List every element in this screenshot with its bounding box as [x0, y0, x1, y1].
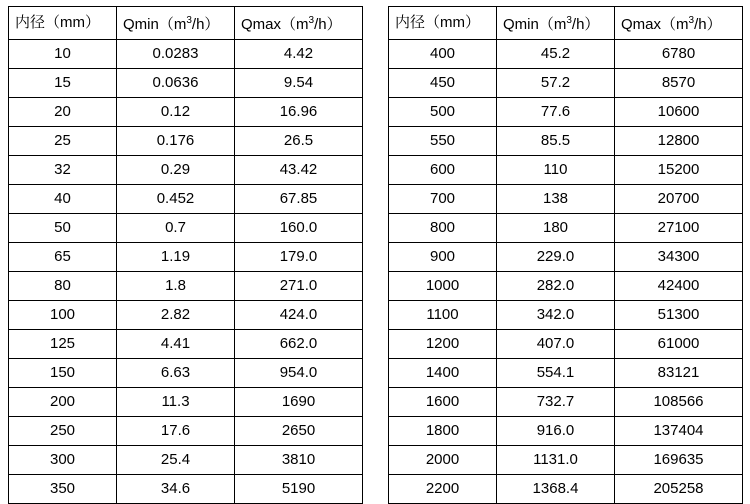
cell-qmax: 424.0	[235, 301, 363, 330]
table-row	[389, 475, 743, 504]
cell-qmax: 51300	[615, 301, 743, 330]
table-row	[9, 156, 363, 185]
table-row	[389, 243, 743, 272]
table-row	[9, 214, 363, 243]
cell-inner-diameter: 500	[389, 98, 497, 127]
cell-qmin: 57.2	[497, 69, 615, 98]
cell-qmin: 6.63	[117, 359, 235, 388]
header-text-pre: Qmax（m	[241, 16, 309, 33]
cell-qmax: 12800	[615, 127, 743, 156]
cell-inner-diameter: 200	[9, 388, 117, 417]
cell-qmin: 77.6	[497, 98, 615, 127]
cell-inner-diameter: 800	[389, 214, 497, 243]
table-body-large	[389, 40, 743, 504]
header-text-pre: 内径（mm）	[395, 14, 480, 31]
cell-qmin: 0.29	[117, 156, 235, 185]
cell-inner-diameter: 80	[9, 272, 117, 301]
cell-qmin: 0.0283	[117, 40, 235, 69]
cell-inner-diameter: 125	[9, 330, 117, 359]
cell-qmax: 43.42	[235, 156, 363, 185]
cell-qmax: 179.0	[235, 243, 363, 272]
table-row	[9, 98, 363, 127]
cell-qmin: 1131.0	[497, 446, 615, 475]
spec-table-large	[388, 6, 743, 504]
cell-inner-diameter: 40	[9, 185, 117, 214]
column-header-inner-diameter	[9, 7, 117, 40]
cell-qmax: 16.96	[235, 98, 363, 127]
table-header	[389, 7, 743, 40]
cell-qmax: 271.0	[235, 272, 363, 301]
cell-inner-diameter: 65	[9, 243, 117, 272]
cell-qmin: 0.176	[117, 127, 235, 156]
column-header-qmin	[497, 7, 615, 40]
cell-qmax: 662.0	[235, 330, 363, 359]
cell-inner-diameter: 10	[9, 40, 117, 69]
table-row	[9, 272, 363, 301]
cell-qmax: 5190	[235, 475, 363, 504]
cell-qmax: 42400	[615, 272, 743, 301]
table-row	[389, 156, 743, 185]
cell-inner-diameter: 50	[9, 214, 117, 243]
cell-inner-diameter: 600	[389, 156, 497, 185]
table-row	[389, 69, 743, 98]
table-row	[9, 301, 363, 330]
cell-inner-diameter: 1100	[389, 301, 497, 330]
table-row	[389, 185, 743, 214]
table-row	[9, 475, 363, 504]
cell-qmax: 83121	[615, 359, 743, 388]
cell-qmin: 34.6	[117, 475, 235, 504]
table-body-small	[9, 40, 363, 504]
cell-qmax: 2650	[235, 417, 363, 446]
table-row	[389, 214, 743, 243]
cell-inner-diameter: 1400	[389, 359, 497, 388]
cell-inner-diameter: 25	[9, 127, 117, 156]
cell-inner-diameter: 1600	[389, 388, 497, 417]
column-header-qmax	[615, 7, 743, 40]
cell-qmin: 110	[497, 156, 615, 185]
cell-qmax: 954.0	[235, 359, 363, 388]
cell-qmin: 4.41	[117, 330, 235, 359]
table-row	[389, 359, 743, 388]
cell-qmin: 0.7	[117, 214, 235, 243]
table-row	[9, 359, 363, 388]
table-row	[9, 243, 363, 272]
cell-inner-diameter: 900	[389, 243, 497, 272]
cell-qmax: 10600	[615, 98, 743, 127]
table-row	[389, 388, 743, 417]
cell-qmax: 9.54	[235, 69, 363, 98]
cell-inner-diameter: 20	[9, 98, 117, 127]
cell-qmin: 0.12	[117, 98, 235, 127]
cell-qmin: 916.0	[497, 417, 615, 446]
cell-qmin: 138	[497, 185, 615, 214]
cell-qmax: 137404	[615, 417, 743, 446]
cell-inner-diameter: 1200	[389, 330, 497, 359]
cell-inner-diameter: 1800	[389, 417, 497, 446]
cell-qmax: 1690	[235, 388, 363, 417]
table-row	[9, 330, 363, 359]
cell-qmax: 20700	[615, 185, 743, 214]
header-row	[9, 7, 363, 40]
header-text-post: /h）	[571, 16, 600, 33]
table-row	[9, 388, 363, 417]
table-row	[9, 185, 363, 214]
header-superscript: 3	[688, 15, 695, 26]
spec-table-small	[8, 6, 363, 504]
cell-qmax: 169635	[615, 446, 743, 475]
table-row	[389, 301, 743, 330]
header-text-post: /h）	[314, 16, 342, 33]
cell-qmin: 1.19	[117, 243, 235, 272]
cell-qmax: 67.85	[235, 185, 363, 214]
cell-inner-diameter: 2000	[389, 446, 497, 475]
header-text-pre: Qmin（m	[123, 16, 187, 33]
table-row	[9, 69, 363, 98]
header-row	[389, 7, 743, 40]
header-superscript: 3	[308, 15, 315, 26]
column-header-qmin	[117, 7, 235, 40]
cell-inner-diameter: 450	[389, 69, 497, 98]
table-row	[9, 446, 363, 475]
cell-qmin: 45.2	[497, 40, 615, 69]
cell-qmax: 3810	[235, 446, 363, 475]
cell-inner-diameter: 350	[9, 475, 117, 504]
cell-qmax: 27100	[615, 214, 743, 243]
cell-inner-diameter: 700	[389, 185, 497, 214]
cell-qmin: 282.0	[497, 272, 615, 301]
cell-qmax: 26.5	[235, 127, 363, 156]
cell-qmax: 34300	[615, 243, 743, 272]
cell-inner-diameter: 2200	[389, 475, 497, 504]
header-text-pre: 内径（mm）	[15, 14, 100, 31]
cell-qmin: 229.0	[497, 243, 615, 272]
header-text-post: /h）	[694, 16, 722, 33]
cell-inner-diameter: 400	[389, 40, 497, 69]
cell-qmax: 61000	[615, 330, 743, 359]
table-row	[389, 446, 743, 475]
cell-qmax: 205258	[615, 475, 743, 504]
table-row	[389, 40, 743, 69]
cell-qmin: 25.4	[117, 446, 235, 475]
cell-qmin: 0.452	[117, 185, 235, 214]
header-text-pre: Qmin（m	[503, 16, 567, 33]
table-row	[9, 127, 363, 156]
header-text-post: /h）	[191, 16, 220, 33]
cell-qmin: 11.3	[117, 388, 235, 417]
table-row	[9, 40, 363, 69]
header-text-pre: Qmax（m	[621, 16, 689, 33]
column-header-qmax	[235, 7, 363, 40]
table-row	[389, 127, 743, 156]
cell-qmin: 17.6	[117, 417, 235, 446]
cell-qmin: 2.82	[117, 301, 235, 330]
table-row	[389, 272, 743, 301]
cell-qmin: 85.5	[497, 127, 615, 156]
cell-inner-diameter: 100	[9, 301, 117, 330]
cell-qmin: 1.8	[117, 272, 235, 301]
cell-inner-diameter: 550	[389, 127, 497, 156]
cell-qmin: 342.0	[497, 301, 615, 330]
table-row	[9, 417, 363, 446]
cell-qmax: 15200	[615, 156, 743, 185]
cell-inner-diameter: 250	[9, 417, 117, 446]
cell-qmin: 0.0636	[117, 69, 235, 98]
cell-inner-diameter: 150	[9, 359, 117, 388]
column-header-inner-diameter	[389, 7, 497, 40]
cell-qmin: 1368.4	[497, 475, 615, 504]
header-superscript: 3	[566, 15, 572, 26]
cell-qmin: 732.7	[497, 388, 615, 417]
header-superscript: 3	[186, 15, 192, 26]
cell-qmin: 554.1	[497, 359, 615, 388]
cell-inner-diameter: 1000	[389, 272, 497, 301]
table-header	[9, 7, 363, 40]
cell-inner-diameter: 32	[9, 156, 117, 185]
cell-qmax: 4.42	[235, 40, 363, 69]
cell-qmax: 6780	[615, 40, 743, 69]
cell-qmin: 180	[497, 214, 615, 243]
table-row	[389, 98, 743, 127]
cell-qmin: 407.0	[497, 330, 615, 359]
cell-inner-diameter: 300	[9, 446, 117, 475]
cell-qmax: 108566	[615, 388, 743, 417]
cell-qmax: 8570	[615, 69, 743, 98]
table-row	[389, 330, 743, 359]
table-row	[389, 417, 743, 446]
cell-inner-diameter: 15	[9, 69, 117, 98]
cell-qmax: 160.0	[235, 214, 363, 243]
